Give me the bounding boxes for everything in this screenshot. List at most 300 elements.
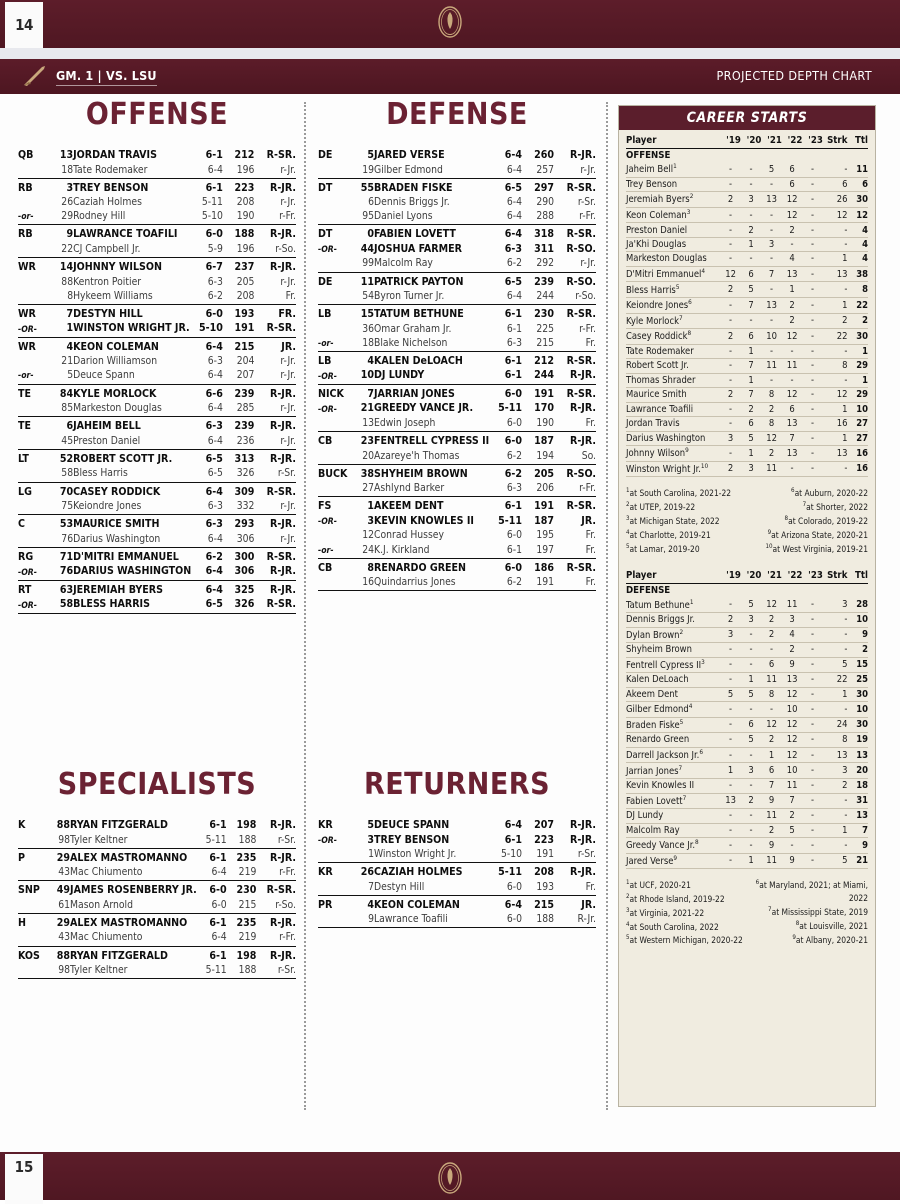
- career-starts-2021: 8: [761, 417, 782, 431]
- career-starts-2020: 3: [741, 613, 762, 627]
- row-height: 6-2: [490, 575, 522, 591]
- footnote-marker: 1: [626, 487, 630, 495]
- row-name: Byron Turner Jr.: [374, 289, 490, 305]
- career-starts-2020: 7: [741, 388, 762, 402]
- row-weight: 288: [522, 209, 554, 225]
- row-weight: 306: [223, 532, 255, 548]
- row-class: R-JR.: [270, 261, 296, 274]
- row-position: [318, 163, 348, 179]
- row-weight: 239: [234, 387, 255, 400]
- row-position: P: [18, 851, 25, 864]
- row-class: Fr.: [554, 575, 596, 591]
- row-name: WINSTON WRIGHT JR.: [73, 321, 191, 337]
- row-position: [318, 528, 348, 542]
- band-gap: [0, 48, 900, 59]
- depth-row: [318, 528, 596, 542]
- depth-row: [318, 416, 596, 432]
- career-starts-2020: 1: [741, 446, 762, 462]
- career-starts-streak: 22: [823, 329, 848, 345]
- career-starts-col-header: '23: [802, 569, 823, 583]
- row-name: Azareye'h Thomas: [374, 449, 490, 465]
- career-starts-2023: -: [802, 627, 823, 643]
- row-height: 6-4: [191, 401, 223, 417]
- career-starts-2019: -: [720, 446, 741, 462]
- career-starts-2021: 3: [761, 237, 782, 251]
- row-class: R-JR.: [270, 420, 296, 433]
- footnote-marker: 8: [795, 919, 800, 927]
- row-number: 44: [360, 242, 374, 255]
- row-class: R-JR.: [270, 916, 296, 929]
- career-starts-row: [626, 417, 868, 431]
- career-starts-streak: 12: [823, 207, 848, 223]
- row-name: KEON COLEMAN: [374, 898, 460, 911]
- career-starts-2021: 12: [761, 431, 782, 445]
- career-starts-2022: 7: [782, 793, 803, 809]
- career-starts-player: Shyheim Brown: [626, 643, 720, 657]
- career-starts-streak: 1: [823, 431, 848, 445]
- career-starts-2021: 7: [761, 779, 782, 793]
- career-starts-total: 25: [847, 673, 868, 687]
- row-weight: 212: [234, 149, 255, 161]
- row-number: 21: [360, 402, 374, 415]
- row-number: 7: [66, 307, 74, 320]
- footnote-marker: 3: [686, 207, 691, 216]
- depth-row: [18, 434, 296, 450]
- career-starts-streak: 6: [823, 177, 848, 191]
- row-position: [18, 354, 48, 368]
- career-starts-row: [626, 192, 868, 208]
- career-starts-2020: 3: [741, 461, 762, 477]
- career-starts-2022: 11: [782, 598, 803, 613]
- depth-row: [318, 880, 596, 896]
- depth-row: [318, 543, 596, 559]
- footnote-marker: 1: [689, 597, 694, 606]
- career-starts-player: Jarrian Jones$^7$: [626, 763, 720, 779]
- career-starts-player: Kevin Knowles II: [626, 779, 720, 793]
- footnotes-left: [626, 878, 747, 947]
- row-height: 6-1: [504, 500, 522, 513]
- row-position: [318, 449, 348, 465]
- row-position: LB: [318, 308, 332, 321]
- row-position: RB: [18, 181, 33, 194]
- row-class: R-SR.: [254, 597, 296, 613]
- row-height: 6-3: [205, 420, 223, 433]
- career-starts-2020: -: [741, 162, 762, 177]
- row-weight: 195: [536, 529, 554, 542]
- row-name: Tate Rodemaker: [73, 163, 191, 179]
- career-starts-player: Robert Scott Jr.: [626, 359, 720, 373]
- offense-depth-table: [18, 146, 296, 614]
- row-number: 5: [367, 819, 374, 831]
- footnote-marker: 8: [687, 329, 692, 338]
- row-position: [18, 532, 48, 548]
- row-height: 6-1: [205, 149, 223, 161]
- row-name: CJ Campbell Jr.: [73, 242, 191, 258]
- career-starts-2019: 1: [720, 763, 741, 779]
- career-starts-2022: 11: [782, 359, 803, 373]
- depth-row: [18, 898, 296, 914]
- row-class: R-JR.: [270, 583, 296, 596]
- career-starts-player: Gilber Edmond$^4$: [626, 702, 720, 718]
- defense-title: DEFENSE: [386, 97, 528, 132]
- row-class: R-SR.: [266, 884, 296, 897]
- career-starts-row: [626, 298, 868, 314]
- career-starts-2023: -: [802, 747, 823, 763]
- footnote: $^7$at Shorter, 2022: [802, 501, 868, 512]
- career-starts-2021: 2: [761, 446, 782, 462]
- row-class: r-Jr.: [280, 196, 296, 209]
- career-starts-col-header: '20: [741, 569, 762, 583]
- row-position: NICK: [318, 387, 344, 400]
- career-starts-2019: -: [720, 207, 741, 223]
- career-starts-2022: 2: [782, 809, 803, 823]
- footnote-marker: 2: [679, 627, 684, 636]
- career-starts-2022: 12: [782, 192, 803, 208]
- career-starts-2021: -: [761, 252, 782, 266]
- row-class: R-JR.: [570, 402, 596, 415]
- career-starts-2023: -: [802, 373, 823, 387]
- row-height: 6-3: [191, 499, 223, 515]
- depth-row: [18, 209, 296, 225]
- row-number: 22: [48, 242, 74, 258]
- career-starts-2022: -: [782, 373, 803, 387]
- career-starts-2020: 3: [741, 763, 762, 779]
- row-position: [18, 499, 48, 515]
- career-starts-2023: -: [802, 853, 823, 869]
- career-starts-streak: 8: [823, 733, 848, 747]
- footnote-marker: 5: [626, 934, 630, 942]
- footnote-marker: 9: [685, 446, 689, 455]
- depth-row: [18, 289, 296, 305]
- row-position: [18, 434, 48, 450]
- career-starts-total: 9: [847, 627, 868, 643]
- row-height: 6-0: [490, 912, 522, 928]
- career-starts-2022: 9: [782, 657, 803, 673]
- row-class: r-Jr.: [554, 163, 596, 179]
- career-starts-2019: -: [720, 162, 741, 177]
- row-position: [18, 963, 46, 979]
- depth-row: [318, 514, 596, 529]
- row-weight: 198: [236, 949, 257, 962]
- row-weight: 236: [223, 434, 255, 450]
- row-number: 4: [367, 898, 374, 911]
- row-name: JAHEIM BELL: [73, 420, 141, 433]
- depth-row: [18, 597, 296, 613]
- career-starts-total: 27: [847, 417, 868, 431]
- row-position: -OR-: [18, 321, 48, 337]
- career-starts-streak: 1: [823, 823, 848, 837]
- footnote: $^4$at South Carolina, 2022: [626, 920, 719, 932]
- career-starts-offense-footnotes: [626, 486, 868, 555]
- row-number: 98: [46, 833, 70, 849]
- row-position: CB: [318, 561, 333, 574]
- career-starts-2019: -: [720, 223, 741, 237]
- row-height: 6-1: [490, 368, 522, 384]
- career-starts-2019: -: [720, 177, 741, 191]
- career-starts-2019: -: [720, 717, 741, 733]
- career-starts-2023: -: [802, 702, 823, 718]
- career-starts-2023: -: [802, 237, 823, 251]
- row-name: Conrad Hussey: [374, 529, 444, 542]
- row-class: Fr.: [585, 529, 596, 542]
- career-starts-2020: -: [741, 747, 762, 763]
- career-starts-streak: 13: [823, 747, 848, 763]
- career-starts-2019: 2: [720, 192, 741, 208]
- row-height: 5-11: [498, 514, 522, 527]
- career-starts-2021: -: [761, 282, 782, 298]
- career-starts-streak: 1: [823, 402, 848, 416]
- depth-row: [318, 833, 596, 848]
- career-starts-2023: -: [802, 793, 823, 809]
- spear-icon: [22, 64, 48, 88]
- row-number: 36: [362, 322, 374, 335]
- depth-row: [18, 368, 296, 384]
- depth-row: [318, 209, 596, 225]
- career-starts-2023: -: [802, 838, 823, 854]
- row-class: So.: [554, 449, 596, 465]
- career-starts-player: DJ Lundy: [626, 809, 720, 823]
- row-position: LG: [18, 485, 32, 498]
- row-position: -or-: [18, 368, 48, 384]
- row-name: JORDAN TRAVIS: [73, 149, 157, 161]
- row-weight: 188: [227, 963, 257, 979]
- row-weight: 318: [534, 228, 554, 241]
- row-position: -OR-: [18, 564, 48, 580]
- career-starts-2021: 7: [761, 266, 782, 282]
- row-class: r-So.: [254, 242, 296, 258]
- row-weight: 244: [522, 368, 554, 384]
- row-name: Markeston Douglas: [73, 401, 191, 417]
- career-starts-2022: 1: [782, 282, 803, 298]
- depth-row: [18, 547, 296, 564]
- career-starts-row: [626, 779, 868, 793]
- row-height: 5-10: [191, 209, 223, 225]
- career-starts-2019: 2: [720, 329, 741, 345]
- row-name: CASEY RODDICK: [73, 485, 161, 498]
- row-class: R-SO.: [566, 275, 596, 288]
- career-starts-2023: -: [802, 282, 823, 298]
- career-starts-2023: -: [802, 823, 823, 837]
- depth-row: [18, 225, 296, 242]
- row-name: JARRIAN JONES: [374, 387, 455, 400]
- career-starts-row: [626, 809, 868, 823]
- row-number: 12: [362, 529, 374, 542]
- career-starts-col-header: Ttl: [847, 134, 868, 148]
- footnote-marker: 2: [689, 192, 694, 201]
- row-class: R-JR.: [570, 866, 596, 879]
- row-name: KEON COLEMAN: [73, 340, 159, 353]
- footnote: $^1$at South Carolina, 2021-22: [626, 487, 732, 499]
- career-starts-2023: -: [802, 431, 823, 445]
- row-class: Fr.: [554, 880, 596, 896]
- row-name: BRADEN FISKE: [374, 181, 453, 194]
- row-name: AKEEM DENT: [374, 500, 444, 513]
- row-class: R-JR.: [570, 833, 596, 846]
- career-starts-2020: -: [741, 657, 762, 673]
- row-weight: 193: [522, 880, 554, 896]
- row-weight: 219: [227, 930, 257, 946]
- row-weight: 186: [534, 561, 554, 574]
- row-height: 6-4: [490, 209, 522, 225]
- row-height: 6-3: [207, 275, 223, 288]
- career-starts-streak: 13: [823, 266, 848, 282]
- row-name: KYLE MORLOCK: [73, 387, 157, 400]
- career-starts-total: 2: [847, 643, 868, 657]
- row-position: DE: [318, 275, 333, 288]
- career-starts-player: Markeston Douglas: [626, 252, 720, 266]
- depth-row: [318, 575, 596, 591]
- depth-row: [18, 881, 296, 898]
- career-starts-2020: 2: [741, 223, 762, 237]
- depth-row: [18, 195, 296, 209]
- row-position: [318, 481, 348, 497]
- career-starts-2019: 3: [720, 431, 741, 445]
- career-starts-2023: -: [802, 402, 823, 416]
- career-starts-row: [626, 223, 868, 237]
- row-name: LAWRANCE TOAFILI: [73, 228, 178, 241]
- career-starts-total: 10: [847, 402, 868, 416]
- career-starts-2019: -: [720, 673, 741, 687]
- career-starts-2021: -: [761, 223, 782, 237]
- career-starts-total: 1: [847, 373, 868, 387]
- row-name: K.J. Kirkland: [374, 543, 490, 559]
- depth-row: [318, 912, 596, 928]
- row-number: 84: [59, 387, 74, 400]
- row-position: KOS: [18, 949, 40, 962]
- page-number-bottom: 15: [14, 1158, 34, 1176]
- offense-title: OFFENSE: [85, 97, 229, 132]
- career-starts-col-header: '22: [782, 134, 803, 148]
- career-starts-2019: 2: [720, 388, 741, 402]
- career-starts-player: Kalen DeLoach: [626, 673, 720, 687]
- career-starts-2019: -: [720, 598, 741, 613]
- row-class: R-JR.: [270, 949, 296, 962]
- career-starts-streak: -: [823, 282, 848, 298]
- career-starts-2022: 12: [782, 687, 803, 701]
- row-number: 16: [348, 575, 374, 591]
- career-starts-2021: 6: [761, 763, 782, 779]
- row-class: R-SR.: [566, 387, 596, 400]
- row-position: BUCK: [318, 467, 348, 480]
- row-weight: 198: [236, 819, 257, 831]
- career-starts-streak: 3: [823, 598, 848, 613]
- row-weight: 204: [236, 355, 255, 368]
- career-starts-2022: 13: [782, 673, 803, 687]
- fsu-seal-icon: [432, 2, 468, 46]
- footnote-marker: 4: [626, 920, 630, 928]
- row-height: 6-4: [197, 865, 227, 881]
- row-name: GREEDY VANCE JR.: [374, 402, 474, 415]
- row-weight: 190: [522, 416, 554, 432]
- row-class: FR.: [278, 307, 296, 320]
- row-weight: 230: [236, 884, 257, 897]
- career-starts-streak: 16: [823, 417, 848, 431]
- row-class: r-Fr.: [256, 930, 296, 946]
- career-starts-2023: -: [802, 177, 823, 191]
- career-starts-row: [626, 747, 868, 763]
- career-starts-2022: 12: [782, 329, 803, 345]
- career-starts-group-label-row: [626, 148, 868, 162]
- row-position: [18, 833, 46, 849]
- career-starts-streak: 24: [823, 717, 848, 733]
- row-name: Ashlynd Barker: [374, 481, 490, 497]
- career-starts-total: 8: [847, 282, 868, 298]
- row-number: 63: [59, 583, 74, 596]
- row-name: Darius Washington: [73, 532, 191, 548]
- footnote-marker: 6: [699, 747, 703, 756]
- row-name: RENARDO GREEN: [374, 561, 467, 574]
- career-starts-2023: -: [802, 763, 823, 779]
- career-starts-2020: 1: [741, 237, 762, 251]
- row-height: 6-4: [191, 368, 223, 384]
- career-starts-streak: 2: [823, 779, 848, 793]
- career-starts-2023: -: [802, 733, 823, 747]
- row-position: [18, 466, 48, 482]
- row-height: 6-6: [205, 387, 223, 400]
- career-starts-2023: -: [802, 809, 823, 823]
- row-number: 23: [360, 435, 374, 448]
- career-starts-total: 21: [847, 853, 868, 869]
- career-starts-2023: -: [802, 461, 823, 477]
- career-starts-total: 30: [847, 687, 868, 701]
- career-starts-2022: 2: [782, 313, 803, 329]
- row-name: FABIEN LOVETT: [374, 228, 456, 241]
- career-starts-2022: 5: [782, 823, 803, 837]
- career-starts-row: [626, 823, 868, 837]
- row-weight: 188: [234, 228, 255, 241]
- row-position: [318, 256, 348, 272]
- row-number: 3: [367, 514, 374, 527]
- career-starts-2021: 2: [761, 627, 782, 643]
- career-starts-2021: -: [761, 313, 782, 329]
- career-starts-panel: [618, 105, 876, 1107]
- row-position: [318, 195, 348, 209]
- depth-row: [318, 497, 596, 514]
- depth-row: [318, 384, 596, 401]
- career-starts-2021: 11: [761, 461, 782, 477]
- career-starts-2023: -: [802, 613, 823, 627]
- footnote-marker: 7: [678, 763, 683, 772]
- row-position: [318, 209, 348, 225]
- career-starts-group-label: DEFENSE: [626, 584, 671, 596]
- row-name: DARIUS WASHINGTON: [73, 564, 191, 580]
- career-starts-player: Malcolm Ray: [626, 823, 720, 837]
- row-number: 43: [46, 930, 70, 946]
- row-weight: 187: [534, 514, 554, 527]
- footnote-marker: 4: [626, 528, 630, 536]
- row-number: 26: [61, 196, 74, 209]
- returners-column: [318, 767, 596, 928]
- row-position: -OR-: [318, 368, 348, 384]
- career-starts-total: 30: [847, 192, 868, 208]
- row-position: TE: [18, 420, 32, 433]
- career-starts-2019: -: [720, 643, 741, 657]
- row-weight: 191: [522, 847, 554, 863]
- row-height: 6-4: [205, 485, 223, 498]
- row-weight: 223: [534, 833, 554, 846]
- career-starts-2022: 2: [782, 643, 803, 657]
- row-weight: 239: [534, 275, 554, 288]
- career-starts-2020: -: [741, 627, 762, 643]
- row-class: R-JR.: [270, 518, 296, 531]
- career-starts-streak: 22: [823, 673, 848, 687]
- career-starts-2021: -: [761, 207, 782, 223]
- footnote-marker: 5: [675, 282, 680, 291]
- career-starts-total: 1: [847, 344, 868, 358]
- career-starts-2019: 13: [720, 793, 741, 809]
- career-starts-2020: 5: [741, 598, 762, 613]
- row-name: Gilber Edmond: [374, 163, 490, 179]
